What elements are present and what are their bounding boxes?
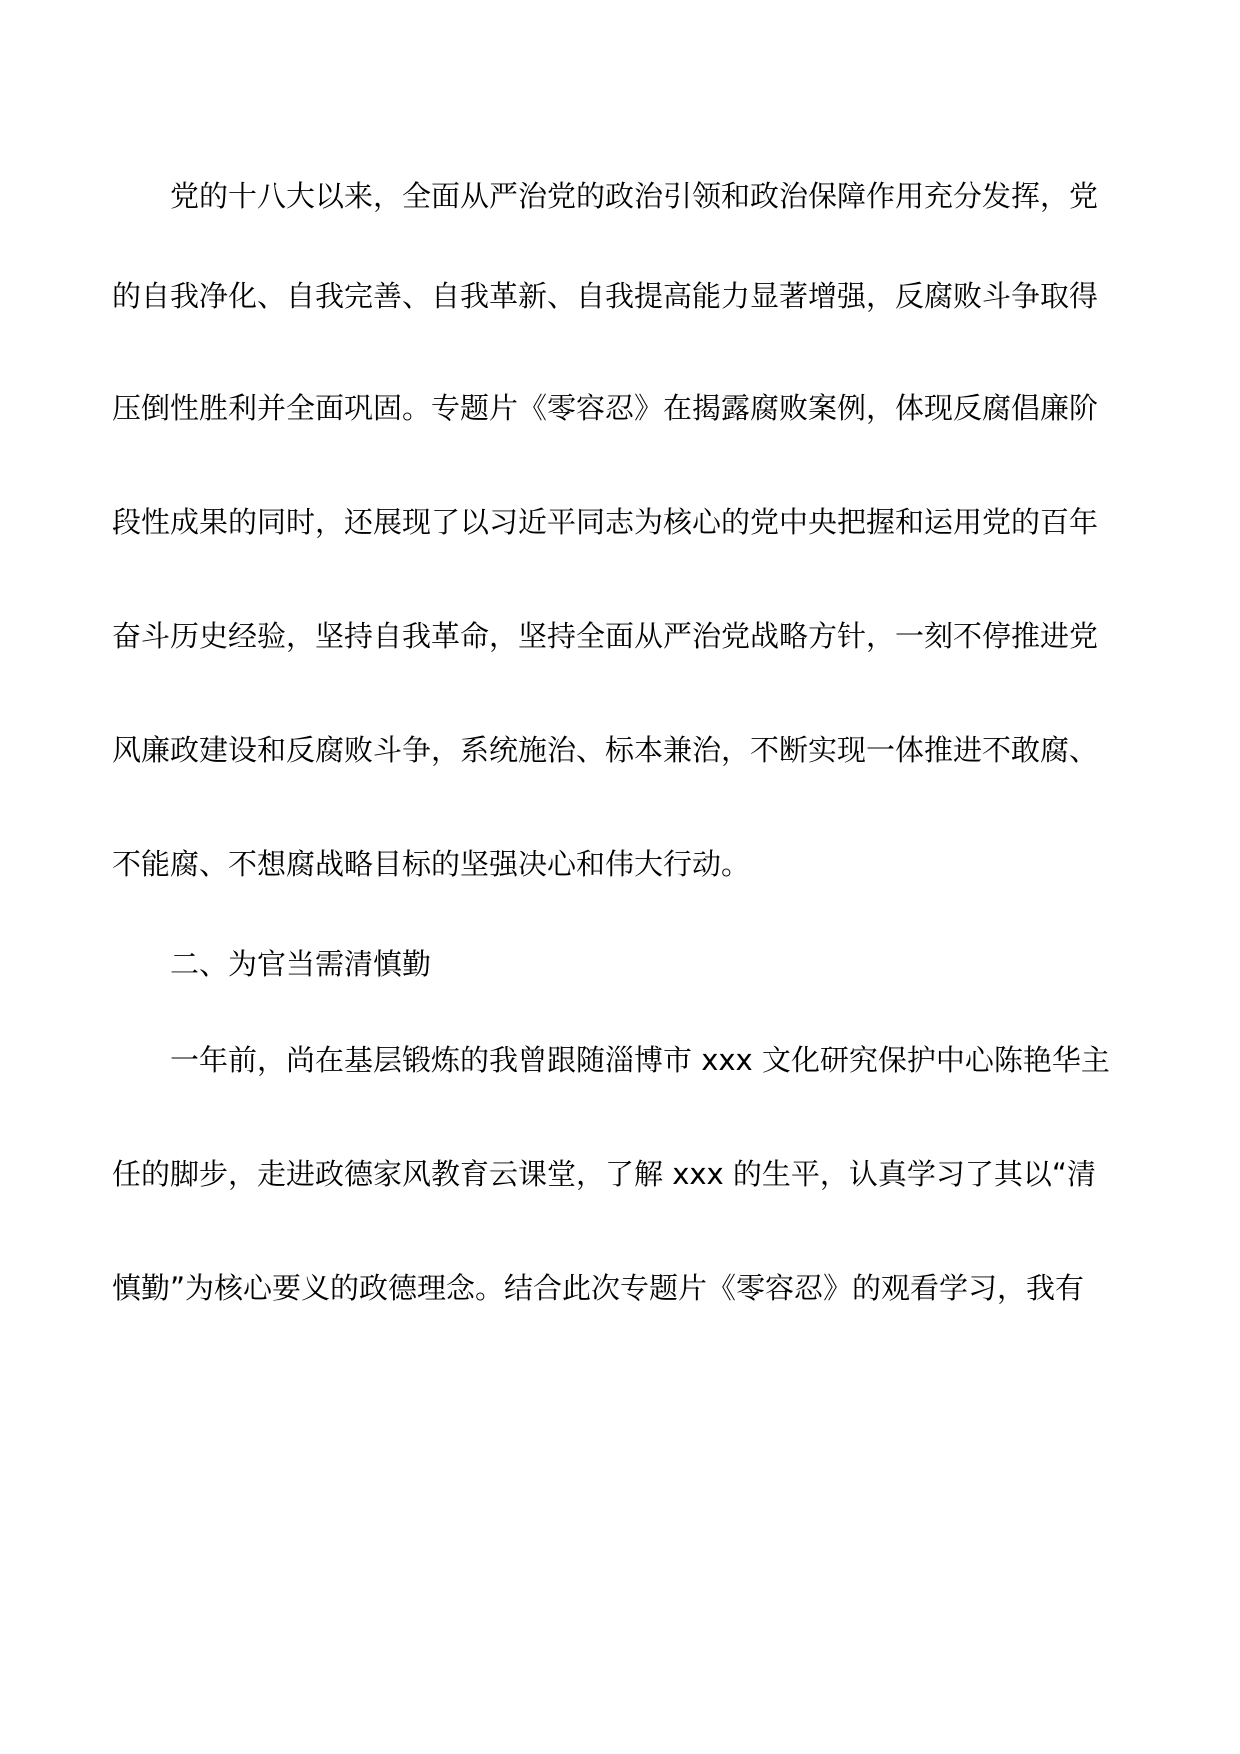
paragraph-1-line-2: 的自我净化、自我完善、自我革新、自我提高能力显著增强，反腐败斗争取得 (112, 279, 1099, 313)
paragraph-1-line-6: 风廉政建设和反腐败斗争，系统施治、标本兼治，不断实现一体推进不敢腐、 (112, 733, 1099, 767)
paragraph-2-line-2: 任的脚步，走进政德家风教育云课堂，了解 xxx 的生平，认真学习了其以“清 (112, 1157, 1096, 1191)
paragraph-1-line-3: 压倒性胜利并全面巩固。专题片《零容忍》在揭露腐败案例，体现反腐倡廉阶 (112, 391, 1099, 425)
section-heading: 二、为官当需清慎勤 (170, 947, 432, 981)
paragraph-1-line-7: 不能腐、不想腐战略目标的坚强决心和伟大行动。 (112, 847, 751, 881)
paragraph-1-line-1: 党的十八大以来，全面从严治党的政治引领和政治保障作用充分发挥，党 (170, 179, 1099, 213)
paragraph-1-line-4: 段性成果的同时，还展现了以习近平同志为核心的党中央把握和运用党的百年 (112, 505, 1099, 539)
paragraph-2-line-1: 一年前，尚在基层锻炼的我曾跟随淄博市 xxx 文化研究保护中心陈艳华主 (170, 1043, 1110, 1077)
paragraph-1-line-5: 奋斗历史经验，坚持自我革命，坚持全面从严治党战略方针，一刻不停推进党 (112, 619, 1099, 653)
paragraph-2-line-3: 慎勤”为核心要义的政德理念。结合此次专题片《零容忍》的观看学习，我有 (112, 1271, 1085, 1305)
